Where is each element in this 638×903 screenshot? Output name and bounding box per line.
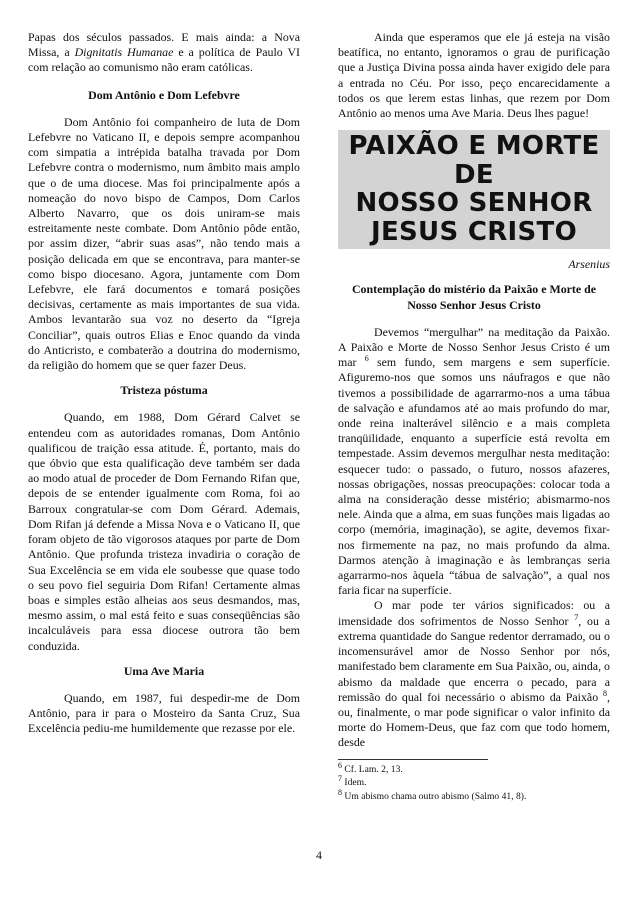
footnote-ref-8[interactable]: 8	[603, 688, 608, 698]
document-title-italic: Dignitatis Humanae	[74, 45, 174, 60]
article-title-box	[338, 130, 610, 249]
section-heading-dom-antonio: Dom Antônio e Dom Lefebvre	[88, 87, 240, 102]
section-heading-ave-maria: Uma Ave Maria	[123, 663, 205, 678]
article-title-line-3: JESUS CRISTO	[371, 216, 577, 247]
left-column	[28, 30, 300, 737]
paragraph-tristeza: Quando, em 1988, Dom Gérard Calvet se entendeu com as autoridades romanas, Dom Antônio qualificou de traição essa atitude. É, portanto, mais do que óbvio que esta qualificação deve também ser dada ao modo atual de proceder de Dom Fernando Rifan que, depois de se entender igualmente com Roma, foi ao Barroux congratular-se com Dom Gérard. Ademais, Dom Rifan já defende a Missa Nova e o Vaticano II, que foram objeto de tão vigorosos ataques por parte de Dom Antônio. Que profunda tristeza invadiria o coração de Sua Excelência se em vida ele soubesse que quase todo o seu povo fiel seguiria Dom Rifan! Certamente almas boas e simples estão alheias aos seus desmandos, mas, mesmo assim, o mal está feito e suas conseqüências são incalculáveis para essa diocese outrora tão bem conduzida.	[28, 410, 300, 653]
paragraph-continuation: Ainda que esperamos que ele já esteja na visão beatífica, no entanto, ignoramos o grau de purificação que a Justiça Divina possa ainda haver exigido dele para a entrada no Céu. Por isso, peço encarecidamente a todos os que lerem estas linhas, que rezem por Dom Antônio ao menos uma Ave Maria. Deus lhes pague!	[338, 30, 610, 121]
page-number: 4	[316, 848, 322, 862]
footnote-ref-6[interactable]: 6	[364, 354, 369, 364]
footnote-6: $^6$ Cf. Lam. 2, 13.	[338, 760, 403, 775]
paragraph-mar: O mar pode ter vários significados: ou a imensidade dos sofrimentos de Nosso Senhor $^7$, ou a extrema quantidade do Sangue redentor derramado, ou o incomensurável amor de Nosso Senhor por nós, manifestado bem claramente em Sua Paixão, ou, ainda, o abismo da maldade que encerra o pecado, para a remissão do qual foi necessário o abismo da Paixão $^8$, ou, finalmente, o mar pode significar o valor infinito da morte do Homem-Deus, que faz com que todo homem, desde	[338, 598, 610, 750]
article-title-line-1: PAIXÃO E MORTE DE	[348, 131, 600, 190]
article-author: Arsenius	[568, 257, 610, 272]
intro-paragraph: Papas dos séculos passados. E mais ainda: a Nova Missa, a Dignitatis Humanae e a política de Paulo VI com relação ao comunismo não eram católicas.	[28, 30, 300, 75]
footnote-8: $^8$ Um abismo chama outro abismo (Salmo 41, 8).	[338, 787, 527, 802]
section-heading-tristeza: Tristeza póstuma	[120, 383, 208, 398]
footnote-7: $^7$ Idem.	[338, 773, 367, 789]
paragraph-mergulhar: Devemos “mergulhar” na meditação da Paixão. A Paixão e Morte de Nosso Senhor Jesus Cristo é um mar $^6$ sem fundo, sem margens e sem superfície. Afiguremo-nos que somos uns náufragos e que não tivemos a possibilidade de agarrarmo-nos a uma tábua de salvação e afundamos até ao mais profundo do mar, onde reina inalterável silêncio e a mais completa tranqüilidade, enquanto a superfície está revolta em tempestade. Assim devemos mergulhar nesta meditação: esquecer tudo: o passado, o futuro, nossos afazeres, nossas obrigações, nossas preocupações: colocar toda a alma na consideração desse mistério; abismarmo-nos nele. Ainda que a alma, em suas funções mais ligadas ao corpo (memória, imaginação), se agite, devemos fixar-nos firmemente na paz, no mais profundo da alma. Darmos atenção à imaginação e às lembranças seria agarrarmo-nos àquela “tábua de salvação”, a qual nos faria ficar na superfície.	[338, 324, 610, 598]
article-subheading: Contemplação do mistério da Paixão e Morte de Nosso Senhor Jesus Cristo	[351, 282, 597, 312]
right-column	[338, 30, 610, 803]
footnotes	[338, 759, 527, 804]
paragraph-dom-antonio: Dom Antônio foi companheiro de luta de Dom Lefebvre no Vaticano II, e depois sempre acompanhou com simpatia a intrépida batalha travada por Dom Lefebvre contra o modernismo, num âmbito mais amplo que o de uma diocese. Mas foi principalmente após a nomeação do novo bispo de Campos, Dom Carlos Alberto Navarro, que os dois uniram-se mais estreitamente neste combate. Dom Antônio pôde então, por assim dizer, “abrir suas asas”, não tendo mais a posição delicada em que se encontrava, para manter-se como bispo diocesano. Agora, juntamente com Dom Lefebvre, ele fará documentos e tomará posições decisivas, certamente as mais importantes de sua vida. Ambos levantarão sua voz no deserto da “Igreja Conciliar”, quais outros Elias e Enoc quando da vinda do Anticristo, e combaterão a doutrina do modernismo, da religião do homem que se quer fazer Deus.	[28, 114, 300, 373]
footnote-ref-7[interactable]: 7	[574, 612, 579, 622]
paragraph-ave-maria: Quando, em 1987, fui despedir-me de Dom Antônio, para ir para o Mosteiro da Santa Cruz, Sua Excelência pediu-me humildemente que rezasse por ele.	[28, 690, 300, 736]
article-title-line-2: NOSSO SENHOR	[355, 188, 593, 219]
